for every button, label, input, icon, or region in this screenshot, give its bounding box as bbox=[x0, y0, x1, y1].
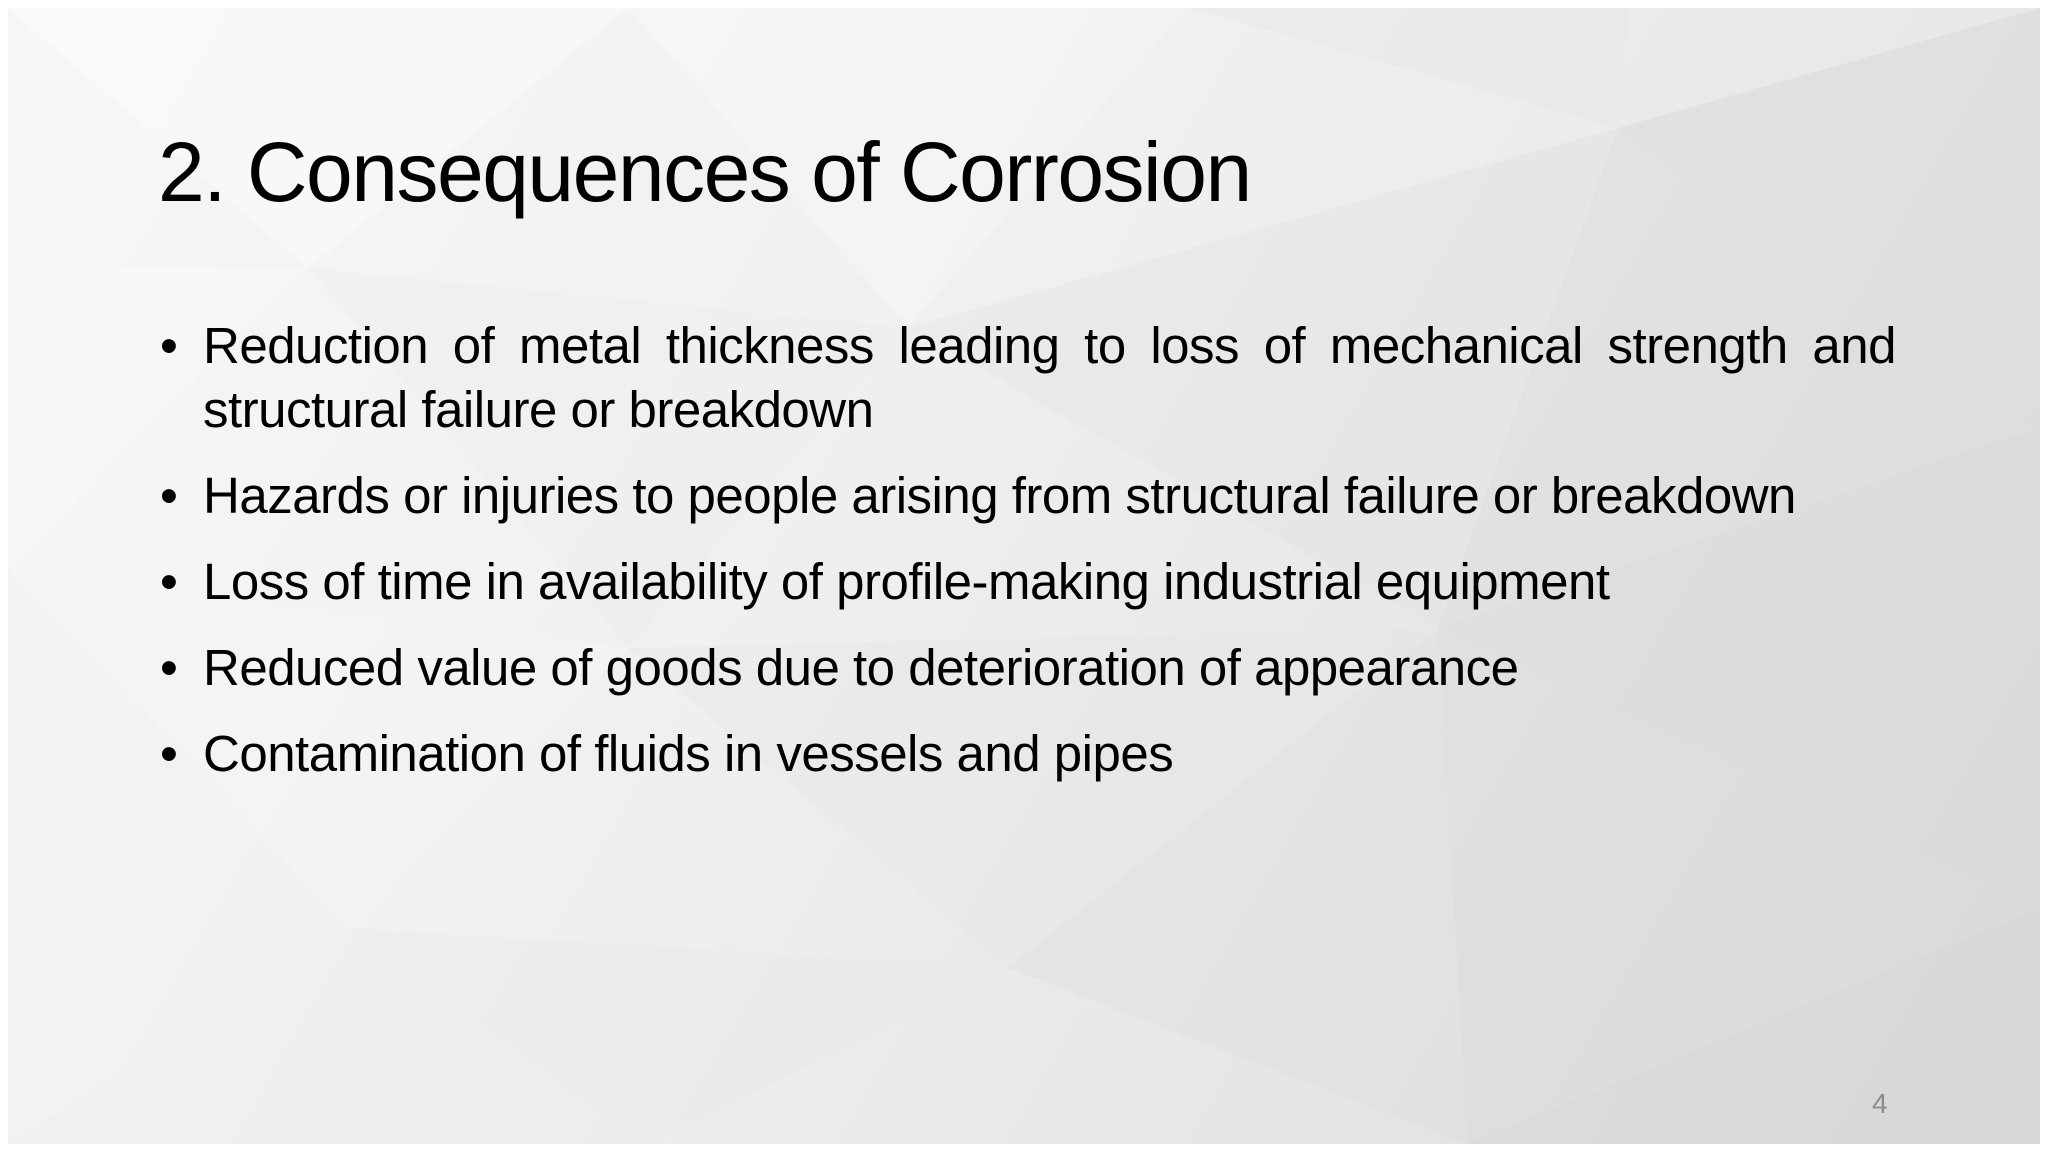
bullet-item bbox=[158, 722, 1896, 786]
bullet-item bbox=[158, 550, 1896, 614]
bullet-marker: • bbox=[160, 553, 178, 610]
bullet-text: Hazards or injuries to people arising from structural failure or breakdown bbox=[203, 467, 1796, 524]
bullet-text: Reduced value of goods due to deterioration of appearance bbox=[203, 639, 1519, 696]
bullet-marker: • bbox=[160, 467, 178, 524]
slide bbox=[8, 8, 2040, 1144]
bullet-item bbox=[158, 636, 1896, 700]
bullet-text: Reduction of metal thickness leading to loss of mechanical strength and structural failure or breakdown bbox=[203, 317, 1896, 438]
bullet-item bbox=[158, 464, 1896, 528]
bullet-text: Loss of time in availability of profile-making industrial equipment bbox=[203, 553, 1610, 610]
bullet-item bbox=[158, 314, 1896, 442]
bullet-marker: • bbox=[160, 639, 178, 696]
bullet-marker: • bbox=[160, 317, 178, 374]
bullet-list bbox=[158, 314, 1896, 808]
bullet-text: Contamination of fluids in vessels and pipes bbox=[203, 725, 1174, 782]
bullet-marker: • bbox=[160, 725, 178, 782]
slide-title: 2. Consequences of Corrosion bbox=[158, 125, 1251, 219]
slide-page-number: 4 bbox=[1872, 1088, 1888, 1119]
